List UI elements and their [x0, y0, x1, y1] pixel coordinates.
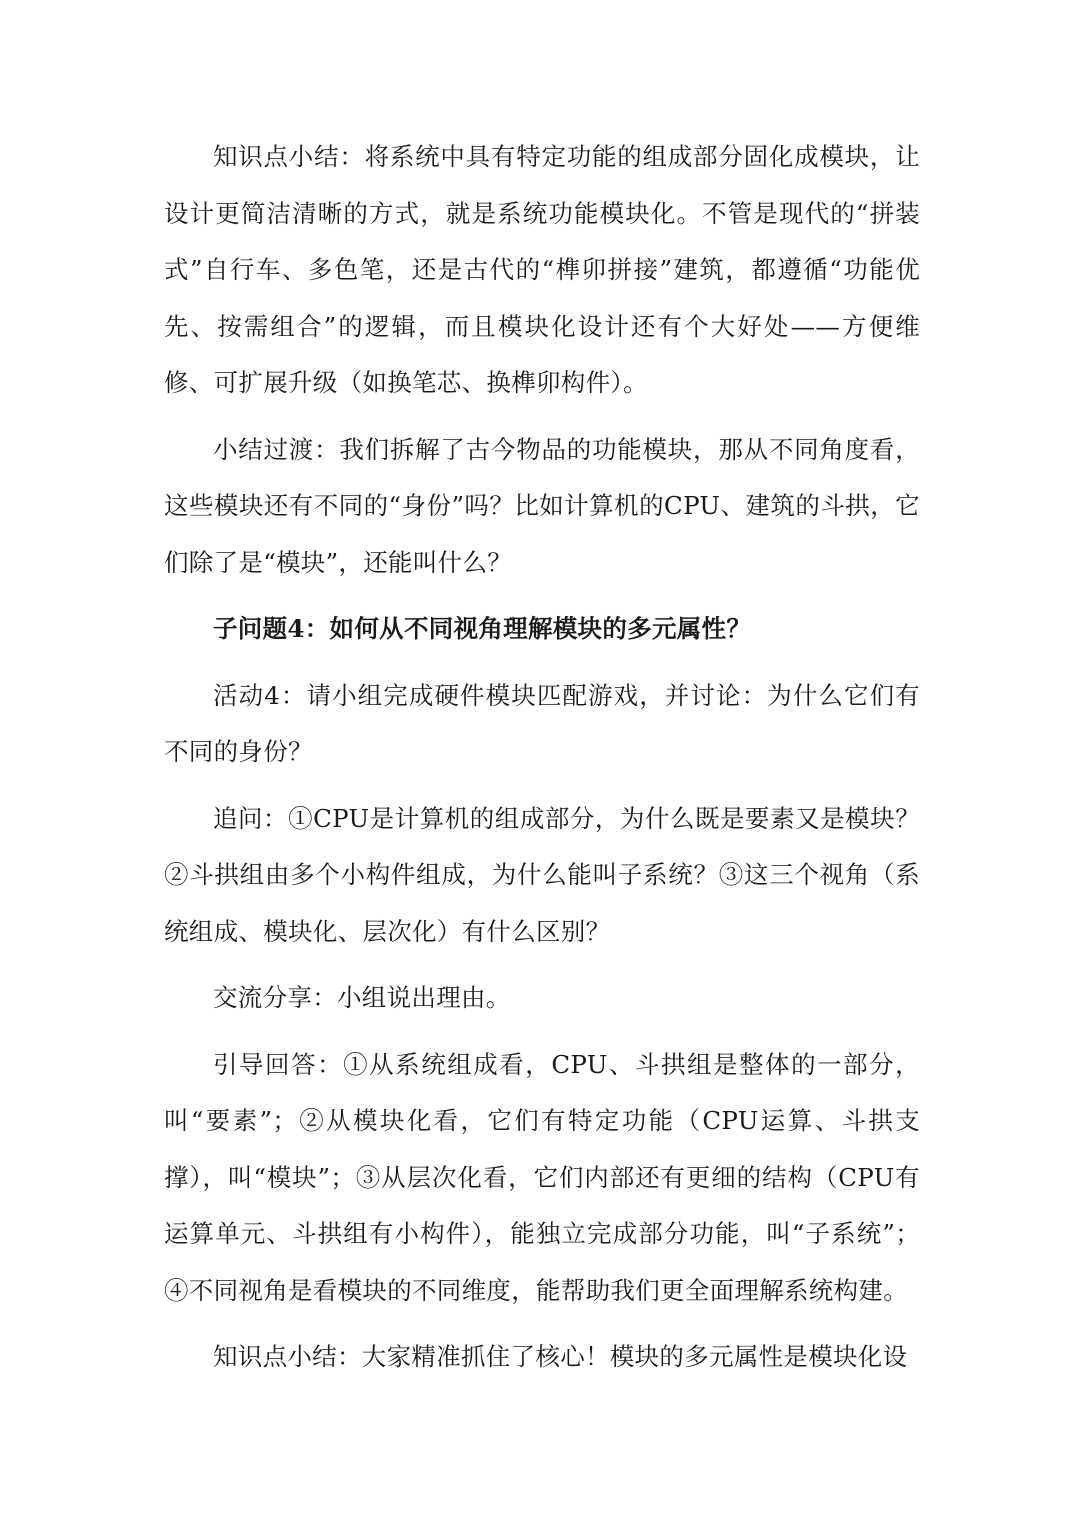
sub-question-heading: 子问题4：如何从不同视角理解模块的多元属性？ — [213, 614, 752, 643]
guided-answer-paragraph: 引导回答：①从系统组成看，CPU、斗拱组是整体的一部分，叫“要素”；②从模块化看，它们有特定功能（CPU运算、斗拱支撑），叫“模块”；③从层次化看，它们内部还有更细的结构（CPU有运算单元、斗拱组有小构件），能独立完成部分功能，叫“子系统”；④不同视角是看模块的不同维度，能帮助我们更全面理解系统构建。 — [164, 1049, 920, 1305]
activity-paragraph: 活动4：请小组完成硬件模块匹配游戏，并讨论：为什么它们有不同的身份？ — [164, 680, 920, 766]
transition-paragraph: 小结过渡：我们拆解了古今物品的功能模块，那从不同角度看，这些模块还有不同的“身份”吗？比如计算机的CPU、建筑的斗拱，它们除了是“模块”，还能叫什么？ — [164, 434, 920, 577]
second-summary-paragraph: 知识点小结：大家精准抓住了核心！模块的多元属性是模块化设 — [213, 1342, 908, 1371]
sharing-paragraph: 交流分享：小组说出理由。 — [213, 983, 511, 1012]
document-page — [164, 129, 920, 1396]
follow-up-question-paragraph: 追问：①CPU是计算机的组成部分，为什么既是要素又是模块？②斗拱组由多个小构件组成，为什么能叫子系统？③这三个视角（系统组成、模块化、层次化）有什么区别？ — [164, 803, 920, 946]
summary-paragraph: 知识点小结：将系统中具有特定功能的组成部分固化成模块，让设计更简洁清晰的方式，就是系统功能模块化。不管是现代的“拼装式”自行车、多色笔，还是古代的“榫卯拼接”建筑，都遵循“功能优先、按需组合”的逻辑，而且模块化设计还有个大好处——方便维修、可扩展升级（如换笔芯、换榫卯构件）。 — [164, 142, 920, 397]
